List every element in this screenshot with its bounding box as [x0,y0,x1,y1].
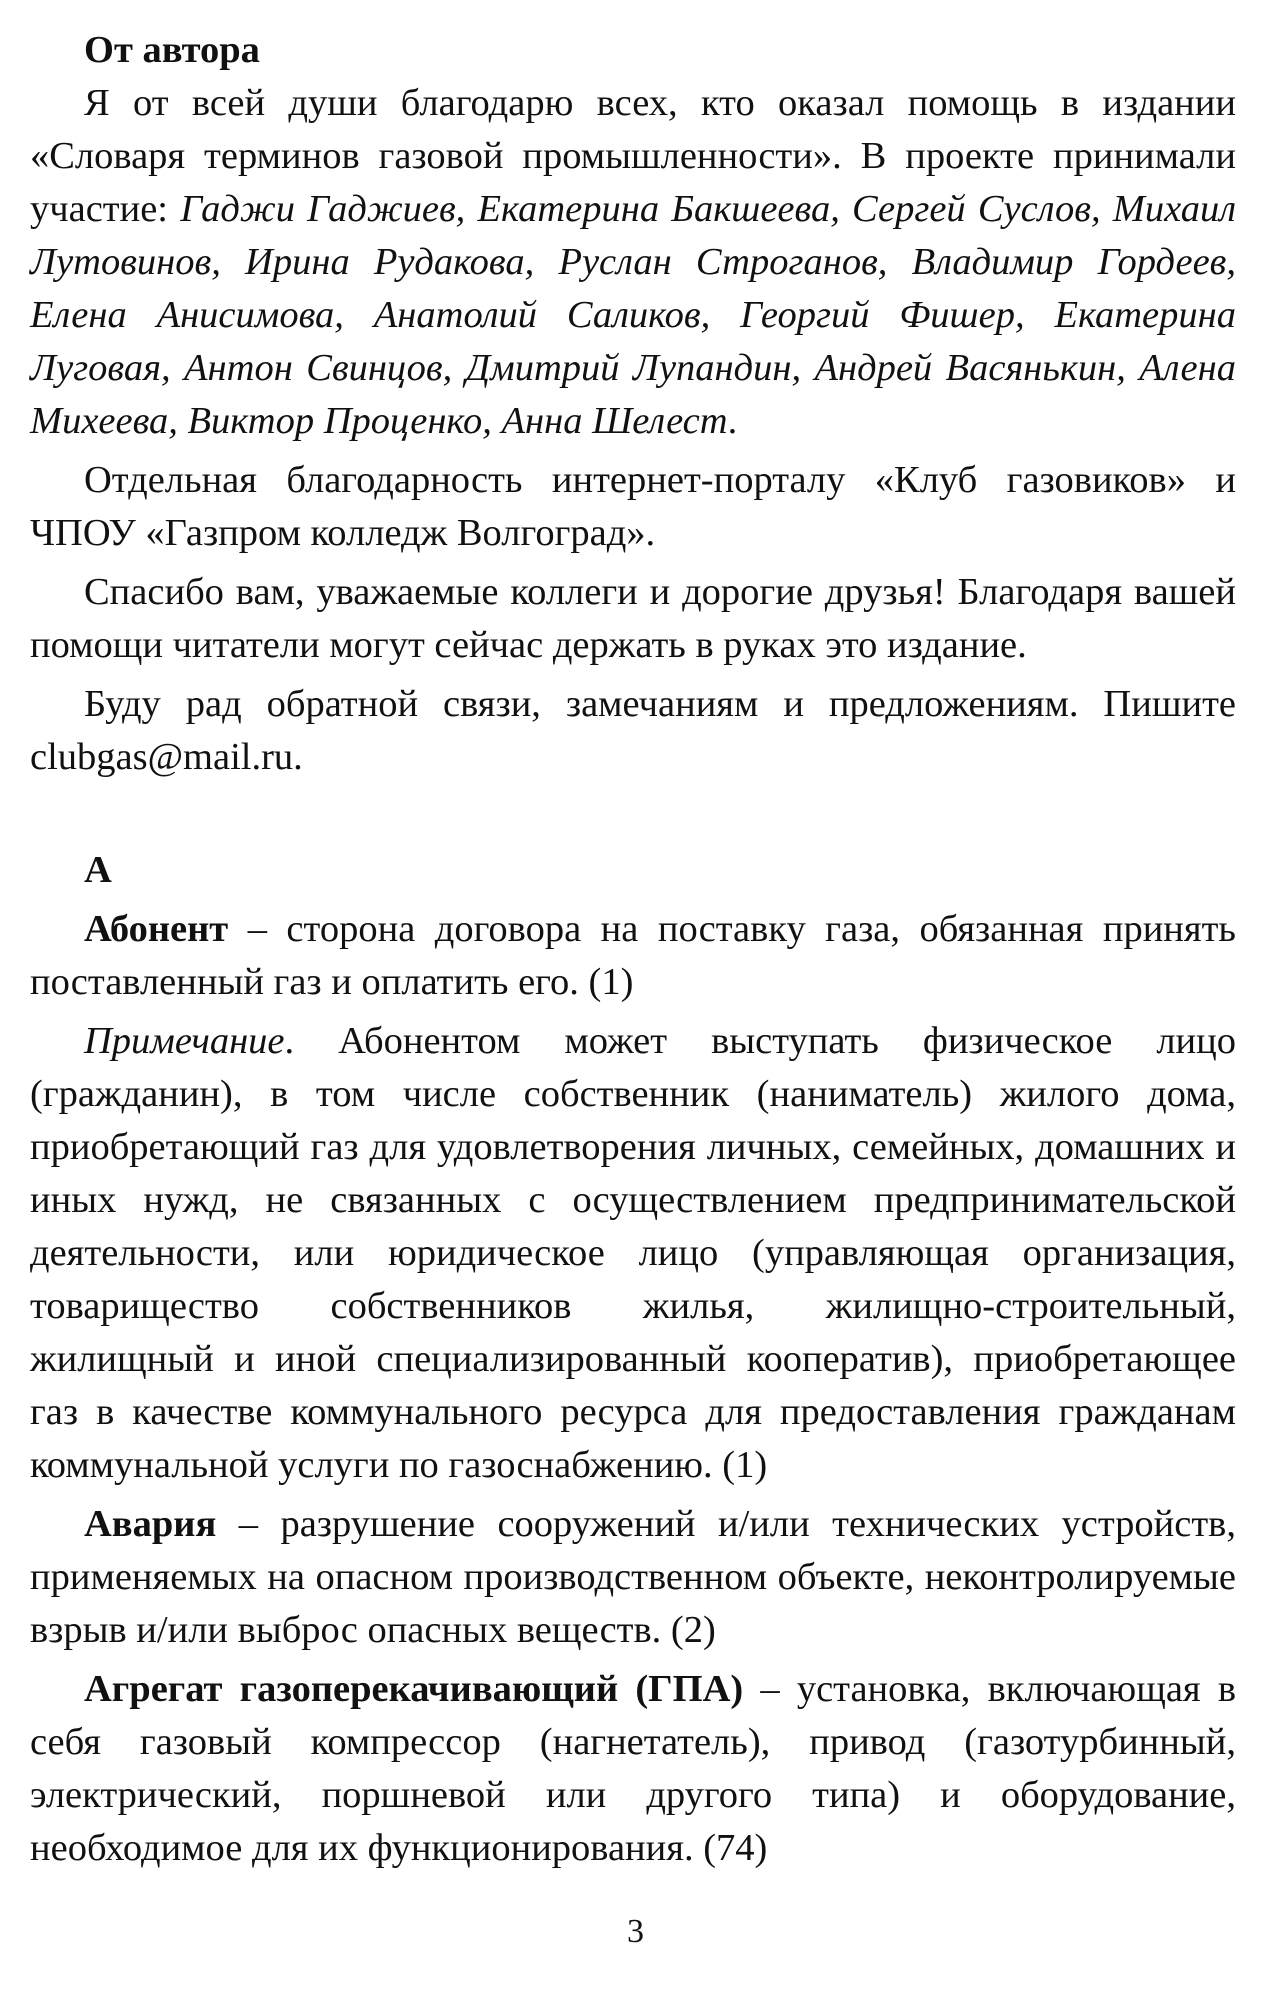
entry-definition: – сторона договора на поставку газа, обязанная принять поставленный газ и оплатить его. (1) [30,908,1236,1003]
note-text: . Абонентом может выступать физическое лицо (гражданин), в том числе собственник (наниматель) жилого дома, приобретающий газ для удовлетворения личных, семейных, домашних и иных нужд, не связанных с осуществлением предпринимательской деятельности, или юридическое лицо (управляющая организация, товарищество собственников жилья, жилищно-строительный, жилищный и иной специализированный кооператив), приобретающее газ в качестве коммунального ресурса для предоставления гражданам коммунальной услуги по газоснабжению. (1) [30,1020,1236,1486]
contributors-list: Гаджи Гаджиев, Екатерина Бакшеева, Сергей Суслов, Михаил Лутовинов, Ирина Рудакова, Руслан Строганов, Владимир Гордеев, Елена Анисимова, Анатолий Саликов, Георгий Фишер, Екатерина Луговая, Антон Свинцов, Дмитрий Лупандин, Андрей Васянькин, Алена Михеева, Виктор Проценко, Анна Шелест [30,188,1236,442]
acknowledgement-intro: Я от всей души благодарю всех, кто оказал помощь в издании «Словаря терминов газовой промышленности». В проекте принимали участие: [30,82,1236,230]
page-content [30,24,1236,1881]
dictionary-entry [30,903,1236,1009]
dictionary-entry [30,1498,1236,1657]
entry-term: Агрегат газоперекачивающий (ГПА) [84,1668,744,1710]
colleagues-thanks-paragraph: Спасибо вам, уважаемые коллеги и дорогие друзья! Благодаря вашей помощи читатели могут сейчас держать в руках это издание. [30,571,1236,666]
entry-term: Абонент [84,908,229,950]
feedback-paragraph: Буду рад обратной связи, замечаниям и предложениям. Пишите clubgas@mail.ru. [30,683,1236,778]
portal-thanks-paragraph: Отдельная благодарность интернет-порталу «Клуб газовиков» и ЧПОУ «Газпром колледж Волгоград». [30,459,1236,554]
entry-term: Авария [84,1503,217,1545]
entry-note [30,1015,1236,1492]
note-label: Примечание [84,1020,285,1062]
author-section-heading: От автора [84,29,260,71]
entry-definition: – установка, включающая в себя газовый компрессор (нагнетатель), привод (газотурбинный, электрический, поршневой или другого типа) и оборудование, необходимое для их функционирования. (74) [30,1668,1236,1869]
acknowledgement-end: . [727,400,738,442]
page-number: 3 [627,1913,644,1950]
acknowledgement-paragraph [30,77,1236,448]
letter-heading: А [84,849,112,891]
dictionary-entry [30,1663,1236,1875]
entry-definition: – разрушение сооружений и/или технических устройств, применяемых на опасном производственном объекте, неконтролируемые взрыв и/или выброс опасных веществ. (2) [30,1503,1236,1651]
